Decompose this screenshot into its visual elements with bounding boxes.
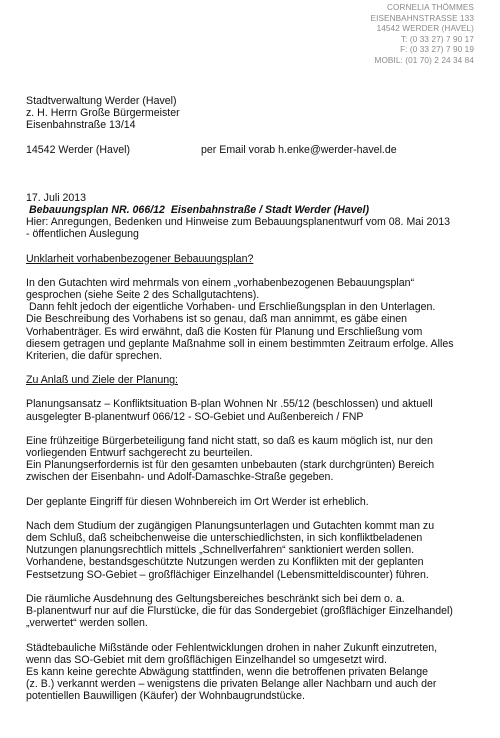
recipient-city: 14542 Werder (Havel) — [26, 143, 131, 156]
subject-line-3: - öffentlichen Auslegung — [26, 228, 139, 241]
text-line: Es kann keine gerechte Abwägung stattfinden, wenn die betroffenen privaten Belange — [26, 665, 429, 678]
text-line: Die Beschreibung des Vorhabens ist so genau, daß man annimmt, es gäbe einen — [26, 313, 408, 326]
text-line: Planungsansatz – Konfliktsituation B-plan Wohnen Nr .55/12 (beschlossen) und aktuell — [26, 398, 433, 411]
letter-body — [26, 95, 488, 703]
recipient-line-3: Eisenbahnstraße 13/14 — [26, 119, 136, 132]
section-2-paragraph-6 — [26, 642, 488, 703]
section-2-paragraph-2 — [26, 435, 488, 484]
text-line: diesem getragen und geplante Maßnahme soll in einem bestimmten Zeitraum erfolge. Alles — [26, 337, 454, 350]
text-line: Die räumliche Ausdehnung des Geltungsbereiches beschränkt sich bei dem o. a. — [26, 592, 405, 605]
text-line: ausgelegter B-planentwurf 066/12 - SO-Gebiet und Außenbereich / FNP — [26, 410, 364, 423]
sender-mobile: MOBIL: (01 70) 2 24 34 84 — [374, 55, 474, 65]
text-line: Eine frühzeitige Bürgerbeteiligung fand nicht statt, so daß es kaum möglich ist, nur den — [26, 434, 433, 447]
email-note: per Email vorab h.enke@werder-havel.de — [201, 143, 397, 156]
section-2-paragraph-1 — [26, 398, 488, 422]
sender-city: 14542 WERDER (HAVEL) — [376, 24, 474, 34]
recipient-city-row — [26, 144, 488, 156]
text-line: (z. B.) verkannt werden – wenigstens die privaten Belange aller Nachbarn und auch der — [26, 678, 437, 691]
text-line: Dann fehlt jedoch der eigentliche Vorhaben- und Erschließungsplan in den Unterlagen. — [26, 301, 436, 314]
text-line: B-planentwurf nur auf die Flurstücke, die für das Sondergebiet (großflächiger Einzelhandel) — [26, 605, 453, 618]
text-line: Ein Planungserfordernis ist für den gesamten unbebauten (stark durchgrünten) Bereich — [26, 459, 435, 472]
text-line: Festsetzung SO-Gebiet – großflächiger Einzelhandel (Lebensmitteldiscounter) führen. — [26, 568, 429, 581]
text-line: dem Schluß, daß scheibchenweise die unterschiedlichsten, in sich konfliktbeladenen — [26, 532, 423, 545]
sender-name: CORNELIA THÖMMES — [387, 3, 474, 12]
section-1-heading: Unklarheit vorhabenbezogener Bebauungsplan? — [26, 252, 254, 265]
text-line: vorliegenden Entwurf sachgerecht zu beurteilen. — [26, 447, 253, 460]
text-line: In den Gutachten wird mehrmals von einem „vorhabenbezogenen Bebauungsplan“ — [26, 276, 415, 289]
text-line: „verwertet“ werden sollen. — [26, 617, 148, 630]
sender-fax: F: (0 33 27) 7 90 19 — [400, 45, 474, 55]
section-2-paragraph-3 — [26, 496, 488, 508]
text-line: potentiellen Bauwilligen (Käufer) der Wohnbaugrundstücke. — [26, 690, 305, 703]
sender-letterhead — [371, 3, 474, 67]
letter-date: 17. Juli 2013 — [26, 191, 87, 204]
sender-phone: T: (0 33 27) 7 90 17 — [400, 34, 474, 44]
text-line: wenn das SO-Gebiet mit dem großflächigen Einzelhandel so umgesetzt wird. — [26, 653, 387, 666]
subject-title: Bebauungsplan NR. 066/12 Eisenbahnstraße / Stadt Werder (Havel) — [26, 204, 370, 217]
section-1-paragraph — [26, 277, 488, 362]
text-line: Vorhandene, bestandsgeschützte Nutzungen werden zu Konflikten mit der geplanten — [26, 556, 424, 569]
text-line: Nutzungen planungsrechtlich mittels „Schnellverfahren“ sanktioniert werden sollen. — [26, 544, 415, 557]
section-2-heading: Zu Anlaß und Ziele der Planung: — [26, 374, 178, 387]
text-line: Vorhabenträger. Es wird erwähnt, daß die Kosten für Planung und Erschließung vom — [26, 325, 423, 338]
text-line: Kriterien, die dafür sprechen. — [26, 350, 163, 363]
subject-line-2: Hier: Anregungen, Bedenken und Hinweise zum Bebauungsplanentwurf vom 08. Mai 2013 — [26, 216, 451, 229]
text-line: Nach dem Studium der zugängigen Planungsunterlagen und Gutachten kommt man zu — [26, 519, 435, 532]
text-line: Der geplante Eingriff für diesen Wohnbereich im Ort Werder ist erheblich. — [26, 495, 369, 508]
text-line: zwischen der Eisenbahn- und Adolf-Damaschke-Straße gegeben. — [26, 471, 334, 484]
recipient-address — [26, 95, 488, 132]
section-2-paragraph-4 — [26, 520, 488, 581]
text-line: gesprochen (siehe Seite 2 des Schallgutachtens). — [26, 289, 260, 302]
section-2-paragraph-5 — [26, 593, 488, 630]
text-line: Städtebauliche Mißstände oder Fehlentwicklungen drohen in naher Zukunft einzutreten, — [26, 641, 438, 654]
recipient-line-2: z. H. Herrn Große Bürgermeister — [26, 107, 180, 120]
recipient-line-1: Stadtverwaltung Werder (Havel) — [26, 95, 177, 107]
sender-street: EISENBAHNSTRASSE 133 — [370, 13, 474, 23]
